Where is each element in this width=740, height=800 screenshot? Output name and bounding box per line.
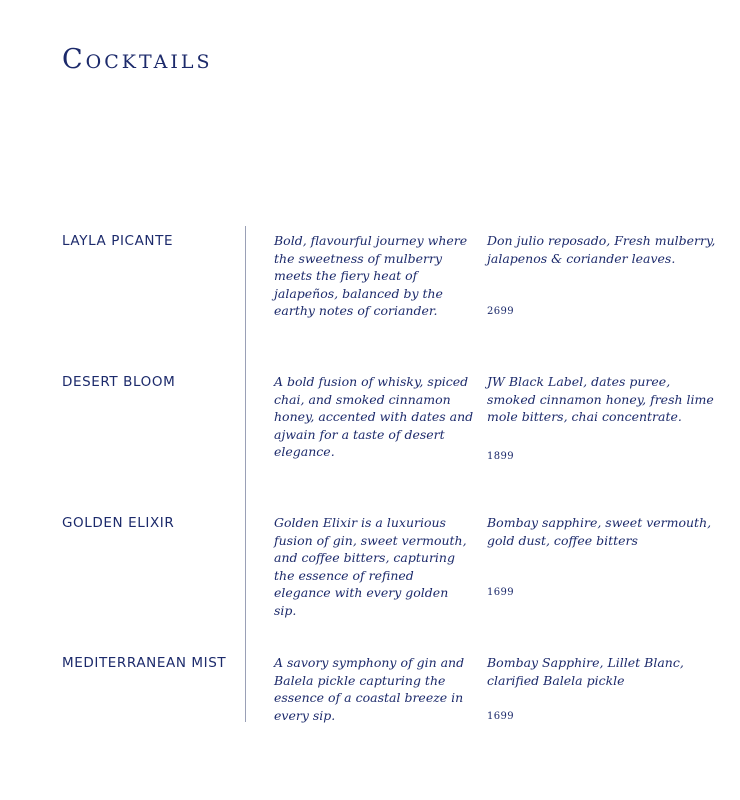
item-ingredients: Don julio reposado, Fresh mulberry, jalapenos & coriander leaves.	[487, 233, 716, 266]
item-name: LAYLA PICANTE	[62, 233, 174, 249]
item-description: Bold, flavourful journey where the sweetness of mulberry meets the fiery heat of jalapeños, balanced by the earthy notes of coriander.	[274, 233, 468, 319]
item-price: 1699	[487, 587, 515, 598]
item-ingredients: JW Black Label, dates puree, smoked cinnamon honey, fresh lime mole bitters, chai concentrate.	[487, 374, 714, 425]
column-divider	[245, 226, 246, 722]
item-name: GOLDEN ELIXIR	[62, 515, 175, 531]
item-ingredients: Bombay Sapphire, Lillet Blanc, clarified Balela pickle	[487, 655, 684, 688]
item-name: DESERT BLOOM	[62, 374, 176, 390]
item-description: A bold fusion of whisky, spiced chai, and smoked cinnamon honey, accented with dates and ajwain for a taste of desert elegance.	[274, 374, 474, 460]
item-name: MEDITERRANEAN MIST	[62, 655, 227, 671]
item-price: 1699	[487, 711, 515, 722]
item-description: A savory symphony of gin and Balela pickle capturing the essence of a coastal breeze in every sip.	[274, 655, 465, 723]
item-price: 1899	[487, 451, 515, 462]
item-description: Golden Elixir is a luxurious fusion of gin, sweet vermouth, and coffee bitters, capturing the essence of refined elegance with every golden sip.	[274, 515, 467, 618]
item-price: 2699	[487, 306, 515, 317]
item-ingredients: Bombay sapphire, sweet vermouth, gold dust, coffee bitters	[487, 515, 712, 548]
page-title: Cocktails	[62, 44, 213, 75]
